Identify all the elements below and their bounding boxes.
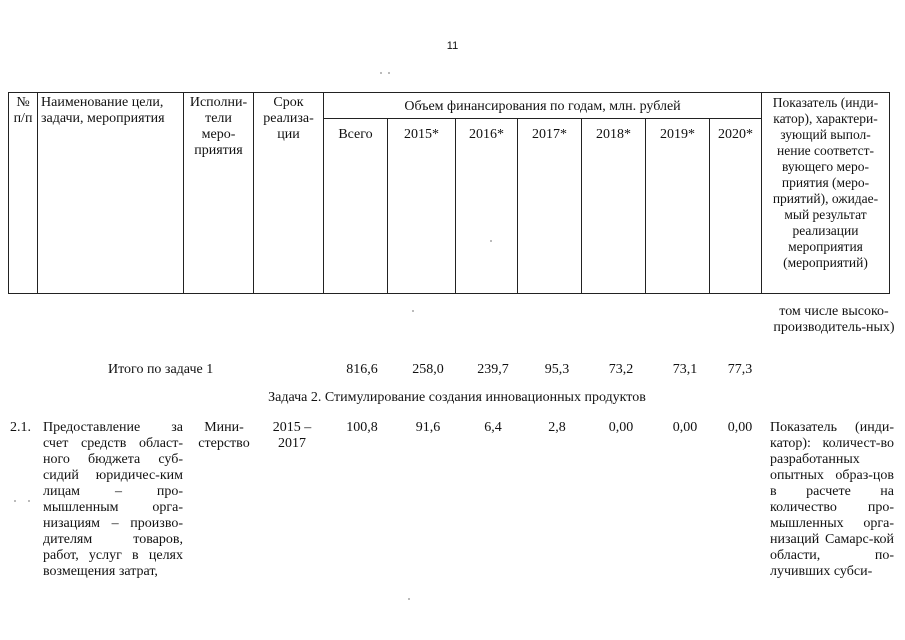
header-total: Всего <box>324 118 388 294</box>
row-2-1-value: 0,00 <box>727 420 753 435</box>
subtotal-value: 73,2 <box>608 362 634 377</box>
subtotal-value: 73,1 <box>672 362 698 377</box>
scan-speck <box>14 500 16 502</box>
scan-speck <box>490 240 492 242</box>
row-2-1-indicator: Показатель (инди-катор): количест-во разработанных опытных образ-цов в расчете на количество про-мышленных орга-низаций Самарс-кой области, по-лучивших субси- <box>770 420 894 579</box>
header-executor: Исполни-тели меро-приятия <box>184 93 254 294</box>
scan-speck <box>28 500 30 502</box>
header-year: 2016* <box>456 118 518 294</box>
row-2-1-value: 0,00 <box>608 420 634 435</box>
header-name: Наименование цели, задачи, мероприятия <box>38 93 184 294</box>
indicator-carryover: том числе высоко-производитель-ных) <box>773 304 895 335</box>
row-2-1-term: 2015 – 2017 <box>272 420 312 451</box>
subtotal-value: 77,3 <box>727 362 753 377</box>
scan-speck <box>408 598 410 600</box>
header-financing-group: Объем финансирования по годам, млн. рублей <box>324 93 762 119</box>
subtotal-total: 816,6 <box>346 362 378 377</box>
header-no: № п/п <box>9 93 38 294</box>
row-2-1-executor: Мини-стерство <box>198 420 250 451</box>
subtotal-value: 95,3 <box>544 362 570 377</box>
subtotal-value: 258,0 <box>412 362 444 377</box>
page-number: 11 <box>446 40 459 52</box>
header-year: 2019* <box>646 118 710 294</box>
header-table <box>8 92 890 294</box>
subtotal-label: Итого по задаче 1 <box>108 362 214 377</box>
row-2-1-value: 0,00 <box>672 420 698 435</box>
row-2-1-total: 100,8 <box>346 420 378 435</box>
row-2-1-value: 6,4 <box>484 420 502 435</box>
header-year: 2015* <box>388 118 456 294</box>
scan-speck <box>388 72 390 74</box>
row-2-1-value: 2,8 <box>548 420 566 435</box>
scan-speck <box>380 72 382 74</box>
row-2-1-name: Предоставление за счет средств област-ного бюджета суб-сидий юридичес-ким лицам – про-мышленным орга-низациям – произво-дителям товаров, работ, услуг в целях возмещения затрат, <box>43 420 183 579</box>
row-2-1-value: 91,6 <box>415 420 441 435</box>
header-term: Срок реализа-ции <box>254 93 324 294</box>
header-year: 2017* <box>518 118 582 294</box>
subtotal-value: 239,7 <box>477 362 509 377</box>
scan-speck <box>412 310 414 312</box>
task-2-heading: Задача 2. Стимулирование создания инновационных продуктов <box>268 390 646 405</box>
header-year: 2020* <box>710 118 762 294</box>
row-2-1-number: 2.1. <box>10 420 31 435</box>
header-indicator: Показатель (инди-катор), характери-зующий выпол-нение соответст-вующего меро-приятия (меро-приятий), ожидае-мый результат реализации мероприятия (мероприятий) <box>762 93 890 294</box>
header-year: 2018* <box>582 118 646 294</box>
